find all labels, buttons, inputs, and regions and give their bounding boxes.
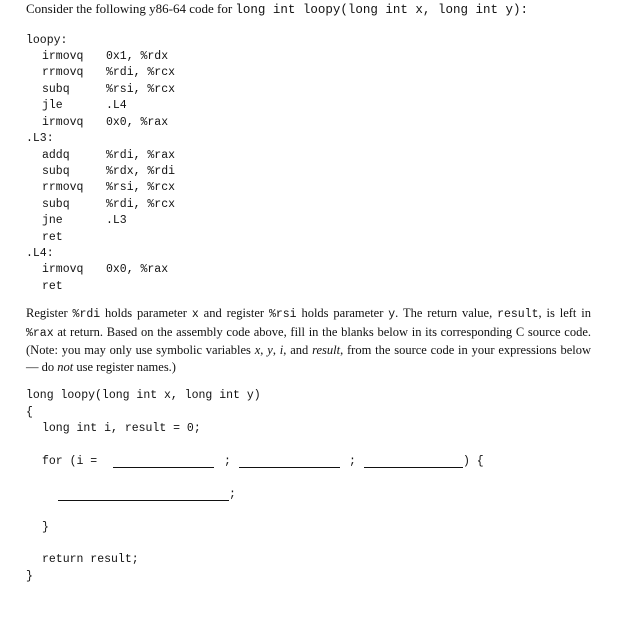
asm-opcode: irmovq [42, 116, 84, 129]
blank-condition[interactable] [239, 458, 340, 468]
asm-operands: %rdi, %rax [106, 149, 176, 162]
para-text: at return. Based on the assembly code above, fill in the blanks below in its corresponding C source code. (Note: you may only use symbolic variables [26, 324, 591, 358]
param-name: x [191, 308, 199, 321]
para-text: , is left in [538, 306, 591, 320]
param-name: y [388, 308, 396, 321]
c-for-start: for (i = [42, 455, 98, 468]
register-name: %rax [26, 326, 54, 340]
intro-line [26, 0, 528, 19]
asm-opcode: jne [42, 214, 63, 227]
asm-operands: .L3 [106, 214, 127, 227]
asm-opcode: subq [42, 83, 70, 96]
asm-opcode: addq [42, 149, 70, 162]
asm-opcode: irmovq [42, 263, 84, 276]
asm-operands: 0x0, %rax [106, 263, 169, 276]
para-text: , from the source code in your expressions below — do [26, 343, 592, 374]
asm-opcode: ret [42, 231, 63, 244]
asm-opcode: rrmovq [42, 66, 84, 79]
para-text: and register [198, 306, 269, 320]
c-declaration: long int i, result = 0; [42, 422, 201, 435]
blank-loop-body[interactable] [58, 491, 229, 501]
c-inner-close-brace: } [42, 521, 49, 534]
c-signature: long loopy(long int x, long int y) [26, 389, 261, 402]
c-close-brace: } [26, 570, 33, 583]
para-text: . The return value, [395, 306, 498, 320]
asm-opcode: subq [42, 165, 70, 178]
c-for-end: ) { [463, 455, 484, 468]
asm-operands: .L4 [106, 99, 127, 112]
math-var: x [254, 343, 261, 358]
para-text: , [260, 343, 268, 358]
para-text: holds parameter [296, 306, 389, 320]
asm-operands: %rdx, %rdi [106, 165, 176, 178]
blank-init[interactable] [113, 458, 214, 468]
register-name: %rsi [268, 308, 297, 321]
c-body-semicolon: ; [229, 488, 236, 501]
asm-operands: %rdi, %rcx [106, 66, 176, 79]
variable-name: result [497, 308, 539, 321]
asm-operands: 0x1, %rdx [106, 50, 169, 63]
asm-operands: %rsi, %rcx [106, 181, 176, 194]
blank-update[interactable] [364, 458, 463, 468]
asm-opcode: ret [42, 280, 63, 293]
asm-label-l4: .L4: [26, 247, 54, 260]
para-text: use register names.) [73, 359, 176, 374]
c-open-brace: { [26, 406, 33, 419]
intro-signature: long int loopy(long int x, long int y): [235, 3, 528, 17]
intro-text: Consider the following y86-64 code for [26, 1, 236, 16]
asm-opcode: jle [42, 99, 63, 112]
math-var: i [279, 343, 284, 358]
asm-operands: %rdi, %rcx [106, 198, 176, 211]
asm-label-loopy: loopy: [26, 34, 68, 47]
register-name: %rdi [72, 308, 101, 321]
para-text: , and [283, 343, 313, 358]
asm-operands: %rsi, %rcx [106, 83, 176, 96]
para-text: holds parameter [100, 306, 192, 320]
c-semicolon: ; [224, 455, 231, 468]
asm-label-l3: .L3: [26, 132, 54, 145]
c-semicolon: ; [349, 455, 356, 468]
asm-opcode: rrmovq [42, 181, 84, 194]
asm-operands: 0x0, %rax [106, 116, 169, 129]
emphasis-not: not [57, 359, 74, 374]
math-var: result [312, 343, 341, 358]
math-var: y [267, 343, 273, 358]
c-return-statement: return result; [42, 553, 139, 566]
instructions-paragraph [26, 305, 591, 375]
para-text: , [272, 343, 280, 358]
asm-opcode: irmovq [42, 50, 84, 63]
asm-opcode: subq [42, 198, 70, 211]
para-text: Register [26, 306, 73, 320]
